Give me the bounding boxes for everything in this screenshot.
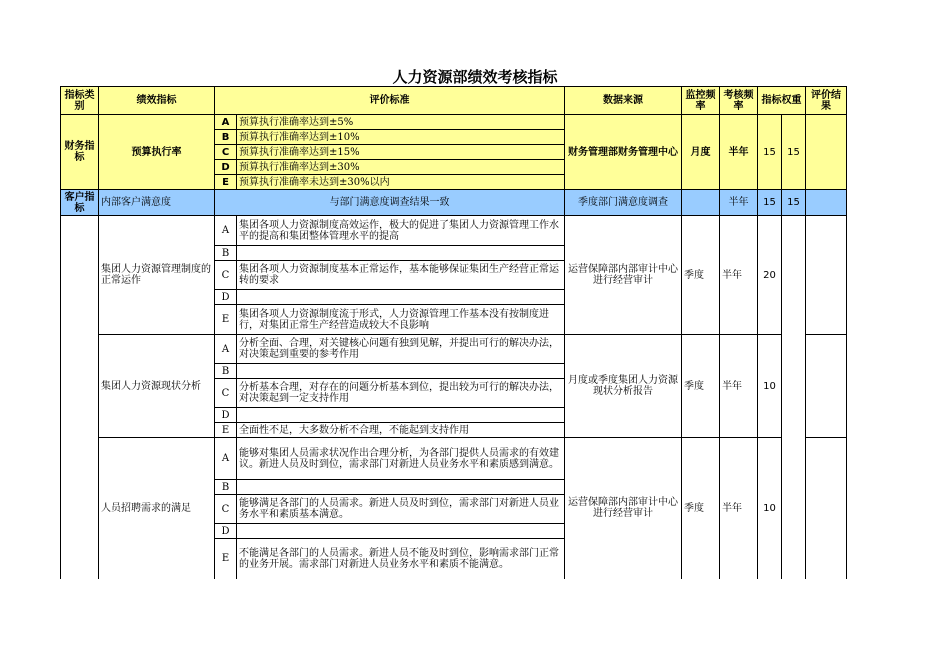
internal-assess: 半年: [720, 216, 758, 335]
customer-row: [61, 190, 847, 216]
grade-text: 能够满足各部门的人员需求。新进人员及时到位，需求部门对新进人员业务水平和素质基本满意。: [237, 495, 565, 524]
grade-label: E: [215, 175, 237, 190]
grade-label: D: [215, 160, 237, 175]
grade-text: 预算执行准确率未达到±30%以内: [237, 175, 565, 190]
grade-label: D: [215, 290, 237, 305]
customer-monitor: [682, 190, 720, 216]
header-category: 指标类别: [61, 87, 99, 115]
finance-category: 财务指标: [61, 115, 99, 190]
internal-weight: 10: [758, 335, 782, 438]
grade-text: 集团各项人力资源制度高效运作，极大的促进了集团人力资源管理工作水平的提高和集团整体管理水平的提高: [237, 216, 565, 246]
grade-text: 预算执行准确率达到±30%: [237, 160, 565, 175]
finance-row: [61, 115, 847, 130]
customer-source: 季度部门满意度调查: [565, 190, 682, 216]
grade-text: [237, 480, 565, 495]
grade-text: 分析基本合理，对存在的问题分析基本到位，提出较为可行的解决办法，对决策起到一定支持作用: [237, 379, 565, 408]
grade-label: B: [215, 246, 237, 261]
grade-text: 能够对集团人员需求状况作出合理分析，为各部门提供人员需求的有效建议。新进人员及时到位，需求部门对新进人员业务水平和素质感到满意。: [237, 438, 565, 480]
kpi-table: [60, 86, 847, 579]
internal-indicator: 人员招聘需求的满足: [99, 438, 215, 579]
header-result: 评价结果: [806, 87, 847, 115]
grade-text: 预算执行准确率达到±5%: [237, 115, 565, 130]
header-indicator: 绩效指标: [99, 87, 215, 115]
internal-indicator: 集团人力资源现状分析: [99, 335, 215, 438]
header-monitor: 监控频率: [682, 87, 720, 115]
grade-label: A: [215, 335, 237, 364]
grade-text: 预算执行准确率达到±10%: [237, 130, 565, 145]
grade-text: 预算执行准确率达到±15%: [237, 145, 565, 160]
finance-weight-2: 15: [782, 115, 806, 190]
grade-label: C: [215, 379, 237, 408]
internal-source: 运营保障部内部审计中心进行经营审计: [565, 216, 682, 335]
internal-weight: 10: [758, 438, 782, 579]
grade-text: [237, 408, 565, 423]
grade-label: C: [215, 495, 237, 524]
grade-text: [237, 524, 565, 539]
customer-assess: 半年: [720, 190, 758, 216]
customer-weight-2: 15: [782, 190, 806, 216]
internal-indicator: 集团人力资源管理制度的正常运作: [99, 216, 215, 335]
grade-label: E: [215, 423, 237, 438]
customer-indicator: 内部客户满意度: [99, 190, 215, 216]
grade-text: [237, 246, 565, 261]
internal-source: 月度或季度集团人力资源现状分析报告: [565, 335, 682, 438]
grade-label: E: [215, 305, 237, 335]
internal-category: [61, 216, 99, 579]
customer-result[interactable]: [806, 190, 847, 216]
table-row: [61, 216, 847, 246]
customer-criteria: 与部门满意度调查结果一致: [215, 190, 565, 216]
page-title: 人力资源部绩效考核指标: [392, 68, 558, 86]
grade-text: 分析全面、合理，对关键核心问题有独到见解，并提出可行的解决办法，对决策起到重要的参考作用: [237, 335, 565, 364]
table-row: [61, 335, 847, 364]
finance-result[interactable]: [806, 115, 847, 190]
internal-monitor: 季度: [682, 438, 720, 579]
internal-assess: 半年: [720, 438, 758, 579]
internal-monitor: 季度: [682, 335, 720, 438]
grade-label: C: [215, 261, 237, 290]
header-weight: 指标权重: [758, 87, 806, 115]
grade-text: 不能满足各部门的人员需求。新进人员不能及时到位，影响需求部门正常的业务开展。需求部门对新进人员业务水平和素质不能满意。: [237, 539, 565, 579]
customer-category: 客户指标: [61, 190, 99, 216]
grade-label: D: [215, 524, 237, 539]
grade-text: 全面性不足，大多数分析不合理，不能起到支持作用: [237, 423, 565, 438]
grade-label: A: [215, 438, 237, 480]
grade-label: A: [215, 115, 237, 130]
table-row: [61, 438, 847, 480]
internal-weight-2: [782, 216, 806, 579]
header-source: 数据来源: [565, 87, 682, 115]
internal-result[interactable]: [806, 438, 847, 579]
finance-source: 财务管理部财务管理中心: [565, 115, 682, 190]
finance-assess: 半年: [720, 115, 758, 190]
header-row: [61, 87, 847, 115]
finance-indicator: 预算执行率: [99, 115, 215, 190]
grade-text: 集团各项人力资源制度流于形式，人力资源管理工作基本没有按制度进行，对集团正常生产经营造成较大不良影响: [237, 305, 565, 335]
grade-label: B: [215, 364, 237, 379]
customer-weight: 15: [758, 190, 782, 216]
internal-source: 运营保障部内部审计中心进行经营审计: [565, 438, 682, 579]
header-criteria: 评价标准: [215, 87, 565, 115]
internal-result[interactable]: [806, 335, 847, 438]
finance-weight: 15: [758, 115, 782, 190]
grade-label: B: [215, 130, 237, 145]
internal-assess: 半年: [720, 335, 758, 438]
grade-text: [237, 290, 565, 305]
internal-weight: 20: [758, 216, 782, 335]
grade-label: D: [215, 408, 237, 423]
header-assess: 考核频率: [720, 87, 758, 115]
grade-text: 集团各项人力资源制度基本正常运作，基本能够保证集团生产经营正常运转的要求: [237, 261, 565, 290]
grade-label: B: [215, 480, 237, 495]
grade-label: A: [215, 216, 237, 246]
grade-text: [237, 364, 565, 379]
grade-label: E: [215, 539, 237, 579]
internal-result[interactable]: [806, 216, 847, 335]
finance-monitor: 月度: [682, 115, 720, 190]
internal-monitor: 季度: [682, 216, 720, 335]
grade-label: C: [215, 145, 237, 160]
